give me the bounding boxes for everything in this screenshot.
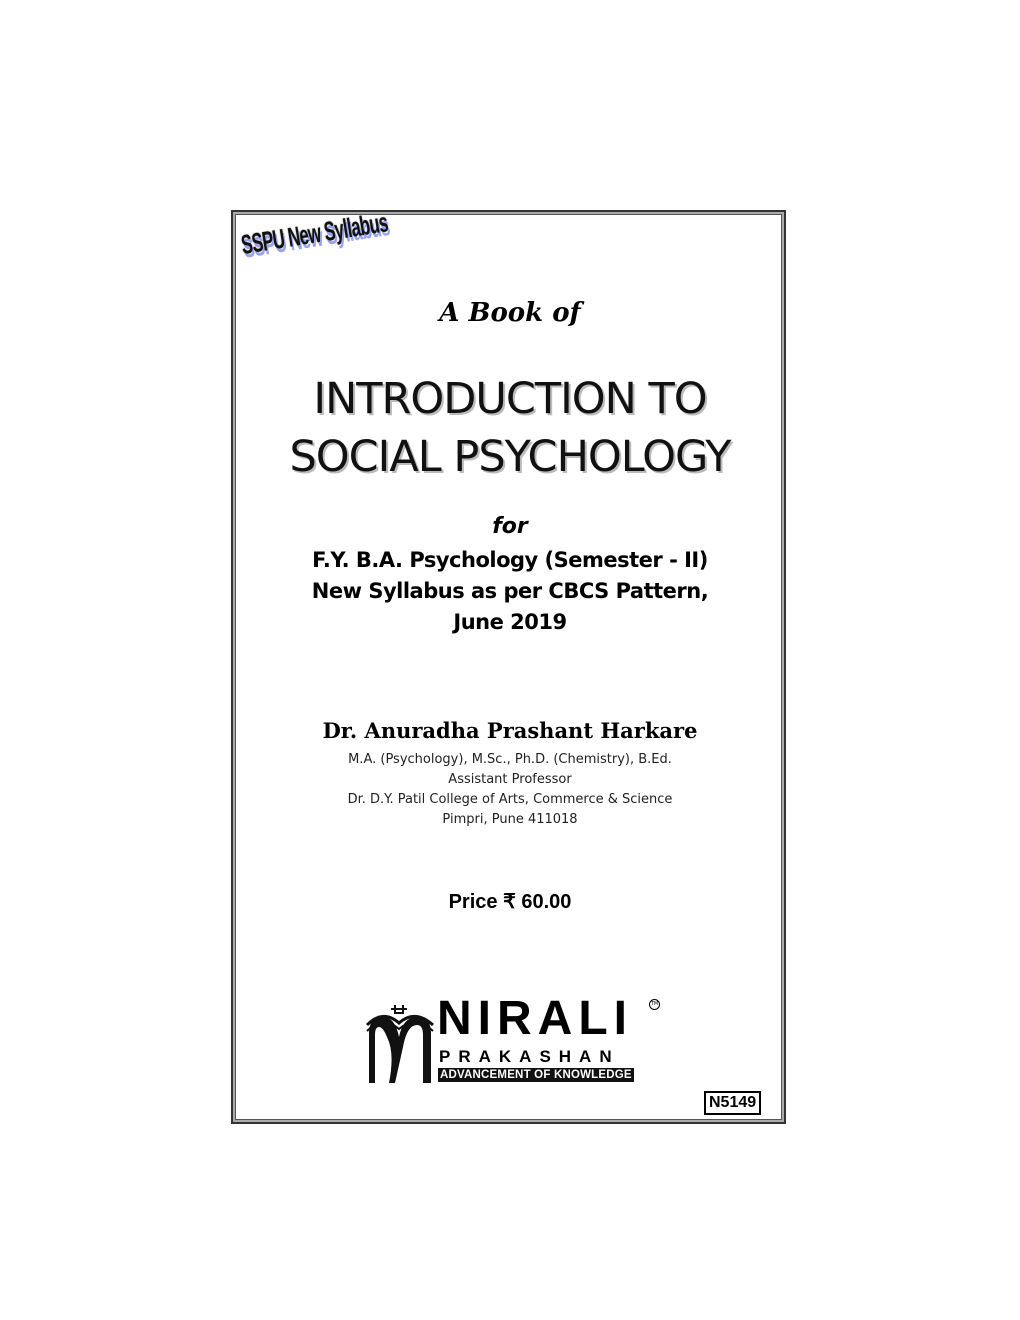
publisher-tagline: ADVANCEMENT OF KNOWLEDGE	[440, 1069, 632, 1081]
title-line: SOCIAL PSYCHOLOGY	[289, 432, 731, 482]
subtitle	[0, 545, 1020, 638]
title-line: INTRODUCTION TO	[313, 374, 707, 424]
trademark-mark: TM	[649, 999, 660, 1010]
subtitle-line: June 2019	[453, 610, 567, 634]
author-name: Dr. Anuradha Prashant Harkare	[322, 718, 698, 743]
cover-frame	[231, 210, 786, 1124]
publisher-sub: PRAKASHAN	[439, 1047, 620, 1066]
book-code: N5149	[704, 1091, 761, 1115]
publisher-logo	[365, 992, 665, 1085]
book-emblem-icon	[365, 1003, 435, 1085]
author-detail: Pimpri, Pune 411018	[442, 812, 578, 827]
book-title	[0, 370, 1020, 486]
author-detail: Dr. D.Y. Patil College of Arts, Commerce & Science	[347, 792, 673, 807]
author-details	[0, 750, 1020, 830]
syllabus-badge: SSPU New Syllabus	[239, 207, 390, 261]
subtitle-line: New Syllabus as per CBCS Pattern,	[311, 579, 709, 603]
for-label: for	[492, 514, 528, 539]
publisher-name: NIRALI	[437, 992, 633, 1045]
author-detail: Assistant Professor	[448, 772, 572, 787]
subtitle-line: F.Y. B.A. Psychology (Semester - II)	[312, 548, 708, 572]
author-detail: M.A. (Psychology), M.Sc., Ph.D. (Chemistry), B.Ed.	[348, 752, 672, 767]
a-book-of: A Book of	[439, 298, 581, 328]
price: Price ₹ 60.00	[448, 891, 572, 913]
